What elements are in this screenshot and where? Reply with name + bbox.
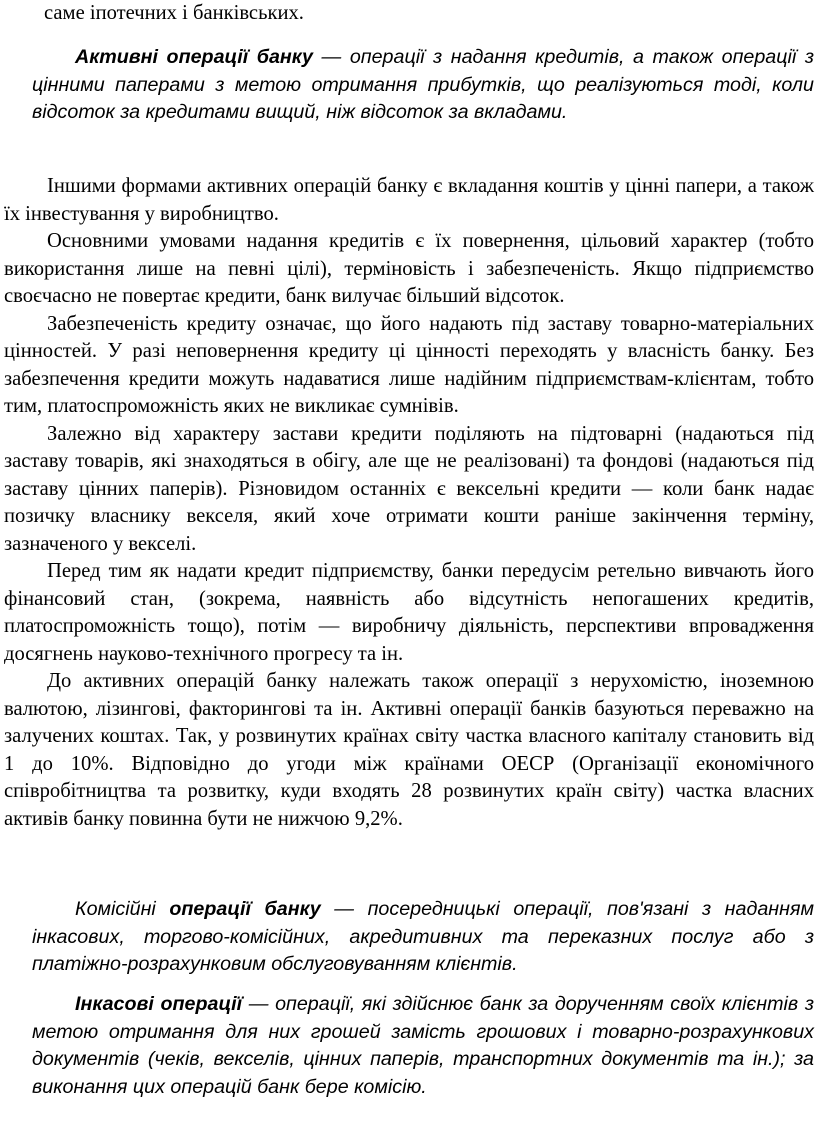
definition-dash: —: [320, 898, 368, 920]
paragraph-4: Залежно від характеру застави кредити поділяють на підтоварні (надаються під заставу товарів, які знаходяться в обігу, але ще не реалізовані) та фондові (надаються під заставу цінних паперів). Різновидом останніх є вексельні кредити — коли банк надає позичку власнику векселя, який хоче отримати кошти раніше закінчення терміну, зазначеного у векселі.: [4, 422, 814, 555]
paragraph-continuation: саме іпотечних і банківських.: [44, 2, 304, 24]
definition-dash: —: [312, 46, 350, 68]
definition-text: операції, які здійснює банк за дорученням своїх клієнтів з метою отримання для них грошей замість грошових і товарно-розрахункових документів (чеків, векселів, цінних паперів, транспортних документів та ін.); за виконання цих операцій банк бере комісію.: [32, 993, 814, 1098]
paragraph-3: Забезпеченість кредиту означає, що його надають під заставу товарно-матеріальних цінностей. У разі неповернення кредиту ці цінності переходять у власність банку. Без забезпечення кредити можуть надаватися лише надійним підприємствам-клієнтам, тобто тим, платоспроможність яких не викликає сумнівів.: [4, 312, 814, 417]
term-commission-lead: Комісійні: [75, 898, 170, 920]
term-active-operations: Активні операції банку: [75, 46, 313, 68]
paragraph-6: До активних операцій банку належать також операції з нерухомістю, іноземною валютою, лізингові, факторингові та ін. Активні операції банків базуються переважно на залучених коштах. Так, у розвинутих країнах світу частка власного капіталу становить від 1 до 10%. Відповідно до угоди між країнами ОЕСР (Організації економічного співробітництва та розвитку, куди входять 28 розвинутих країн світу) частка власних активів банку повинна бути не нижчою 9,2%.: [4, 670, 814, 830]
definition-active-operations: [32, 44, 816, 127]
definition-text: операції з надання кредитів, а також операції з цінними паперами з метою отримання прибутків, що реалізуються тоді, коли відсоток за кредитами вищий, ніж відсоток за вкладами.: [32, 46, 814, 123]
definition-collection-operations: [32, 991, 816, 1101]
term-commission-bold: операції банку: [169, 898, 321, 920]
term-collection-operations: Інкасові операції: [75, 993, 243, 1015]
body-text: [4, 173, 814, 833]
paragraph-1: Іншими формами активних операцій банку є вкладання коштів у цінні папери, а також їх інвестування у виробництво.: [4, 175, 814, 225]
definition-commission-operations: [32, 896, 816, 979]
paragraph-2: Основними умовами надання кредитів є їх повернення, цільовий характер (тобто використання лише на певні цілі), терміновість і забезпеченість. Якщо підприємство своєчасно не повертає кредити, банк вилучає більший відсоток.: [4, 230, 814, 307]
paragraph-5: Перед тим як надати кредит підприємству, банки передусім ретельно вивчають його фінансовий стан, (зокрема, наявність або відсутність непогашених кредитів, платоспроможність тощо), потім — виробничу діяльність, перспективи впровадження досягнень науково-технічного прогресу та ін.: [4, 560, 814, 665]
definition-dash: —: [242, 993, 276, 1015]
definition-text: посередницькі операції, пов'язані з наданням інкасових, торгово-комісійних, акредитивних та переказних послуг або з платіжно-розрахунковим обслуговуванням клієнтів.: [32, 898, 814, 975]
